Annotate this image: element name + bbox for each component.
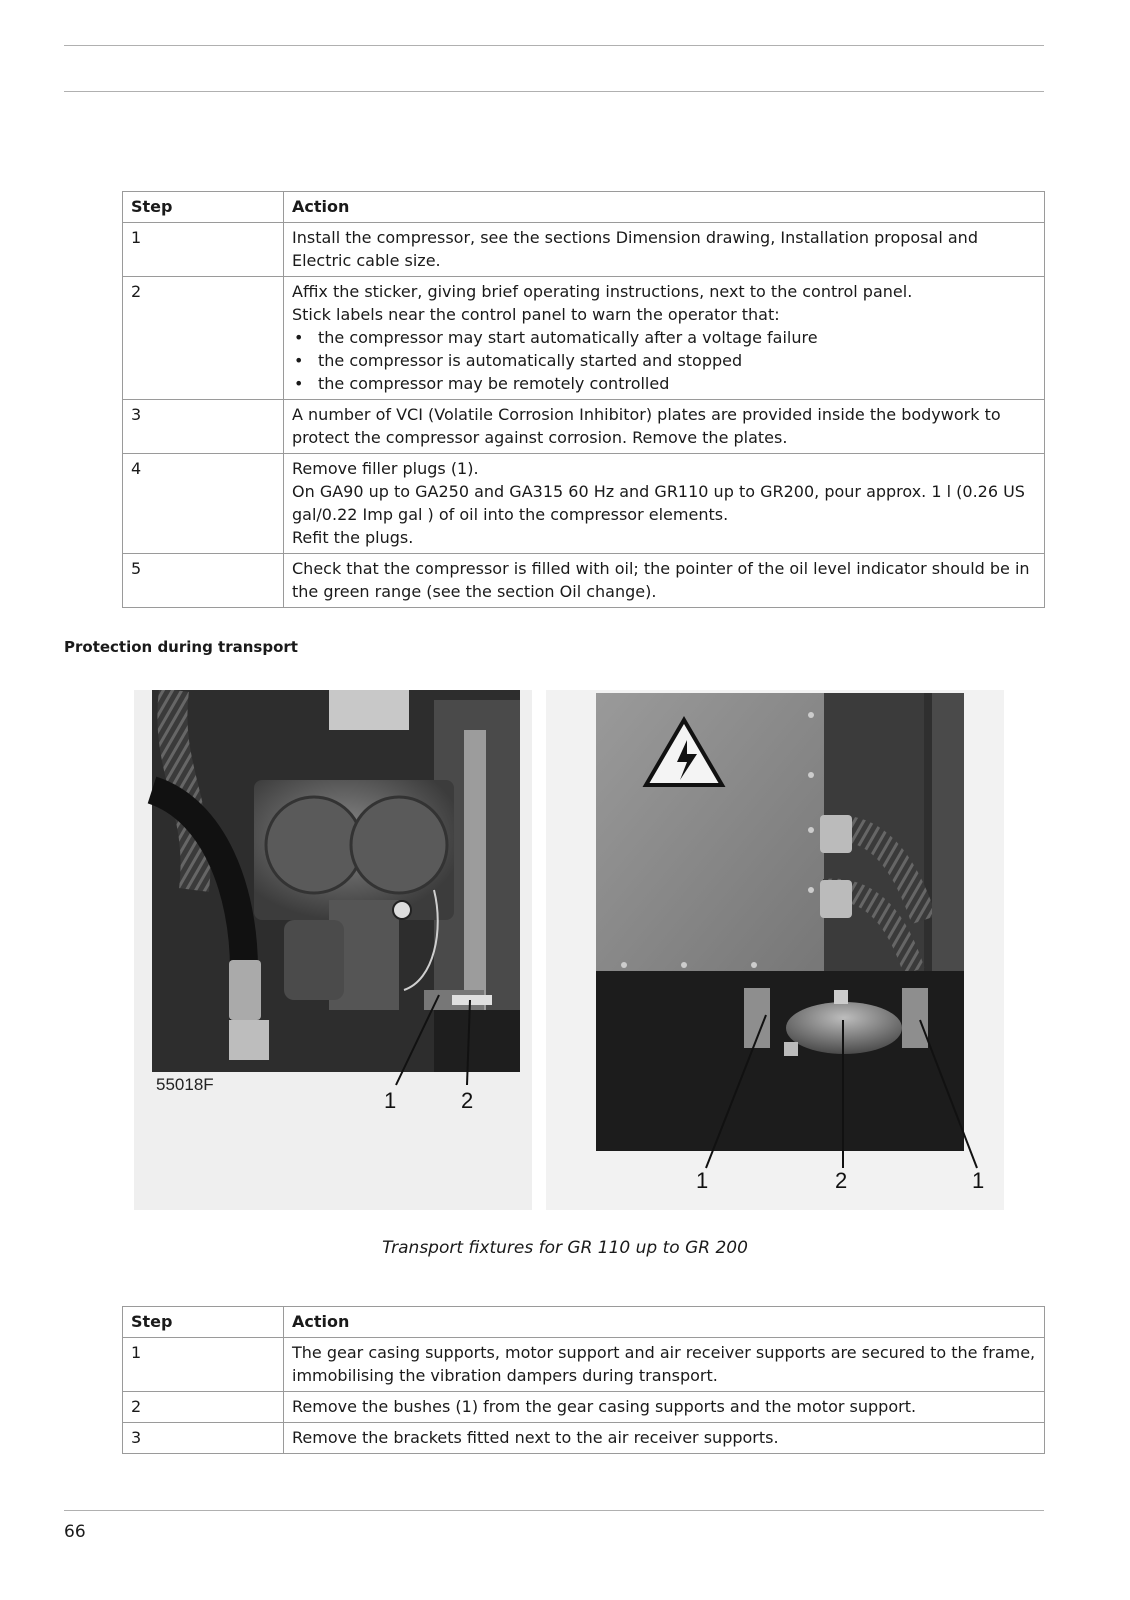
action-line: Stick labels near the control panel to warn the operator that:	[292, 305, 780, 324]
step-action	[284, 454, 1045, 554]
list-item: • the compressor may start automatically after a voltage failure	[292, 326, 1036, 349]
action-line: Affix the sticker, giving brief operating instructions, next to the control panel.	[292, 282, 913, 301]
header-rule-bottom	[64, 91, 1044, 92]
action-line: A number of VCI (Volatile Corrosion Inhibitor) plates are provided inside the bodywork to protect the compressor against corrosion. Remove the plates.	[292, 405, 1001, 447]
step-number: 5	[123, 554, 284, 608]
table-row	[123, 454, 1045, 554]
table-row	[123, 1423, 1045, 1454]
action-line: On GA90 up to GA250 and GA315 60 Hz and GR110 up to GR200, pour approx. 1 l (0.26 US gal/0.22 Imp gal ) of oil into the compressor elements.	[292, 482, 1025, 524]
step-action	[284, 1338, 1045, 1392]
figure-code: 55018F	[156, 1075, 214, 1094]
step-action	[284, 277, 1045, 400]
action-column-header: Action	[284, 1307, 1045, 1338]
step-action	[284, 223, 1045, 277]
callout-label: 2	[461, 1088, 474, 1113]
header-rule-top	[64, 45, 1044, 46]
step-column-header: Step	[123, 192, 284, 223]
table-row	[123, 400, 1045, 454]
step-number: 3	[123, 400, 284, 454]
list-item: • the compressor may be remotely controlled	[292, 372, 1036, 395]
step-number: 2	[123, 277, 284, 400]
footer-rule	[64, 1510, 1044, 1511]
installation-steps-table	[122, 191, 1045, 608]
table-row	[123, 277, 1045, 400]
table-header-row	[123, 192, 1045, 223]
step-number: 2	[123, 1392, 284, 1423]
callout-label: 1	[696, 1168, 709, 1193]
callout-label: 1	[384, 1088, 397, 1113]
action-line: Install the compressor, see the sections Dimension drawing, Installation proposal and Electric cable size.	[292, 228, 978, 270]
callout-label: 1	[972, 1168, 985, 1193]
left-photo	[134, 690, 532, 1210]
step-action	[284, 554, 1045, 608]
figure-svg	[134, 690, 1004, 1230]
action-line: The gear casing supports, motor support and air receiver supports are secured to the frame, immobilising the vibration dampers during transport.	[292, 1343, 1036, 1385]
action-line: Remove the brackets fitted next to the air receiver supports.	[292, 1428, 779, 1447]
list-item: • the compressor is automatically started and stopped	[292, 349, 1036, 372]
step-action	[284, 1392, 1045, 1423]
action-line: Remove the bushes (1) from the gear casing supports and the motor support.	[292, 1397, 917, 1416]
figure-caption: Transport fixtures for GR 110 up to GR 200	[382, 1238, 748, 1258]
step-action	[284, 400, 1045, 454]
transport-fixtures-figure	[134, 690, 1004, 1234]
table-row	[123, 554, 1045, 608]
step-number: 3	[123, 1423, 284, 1454]
transport-steps-table	[122, 1306, 1045, 1454]
step-number: 1	[123, 223, 284, 277]
step-action	[284, 1423, 1045, 1454]
callout-label: 2	[835, 1168, 848, 1193]
right-photo	[546, 690, 1004, 1210]
step-number: 1	[123, 1338, 284, 1392]
table-row	[123, 1392, 1045, 1423]
action-line: Refit the plugs.	[292, 528, 414, 547]
action-line: Remove filler plugs (1).	[292, 459, 479, 478]
table-header-row	[123, 1307, 1045, 1338]
page-number: 66	[64, 1522, 86, 1542]
step-number: 4	[123, 454, 284, 554]
step-column-header: Step	[123, 1307, 284, 1338]
action-column-header: Action	[284, 192, 1045, 223]
section-heading: Protection during transport	[64, 638, 298, 656]
electrical-panel	[596, 693, 824, 971]
table-row	[123, 1338, 1045, 1392]
warning-list	[292, 326, 1036, 395]
table-row	[123, 223, 1045, 277]
action-line: Check that the compressor is filled with oil; the pointer of the oil level indicator should be in the green range (see the section Oil change).	[292, 559, 1030, 601]
